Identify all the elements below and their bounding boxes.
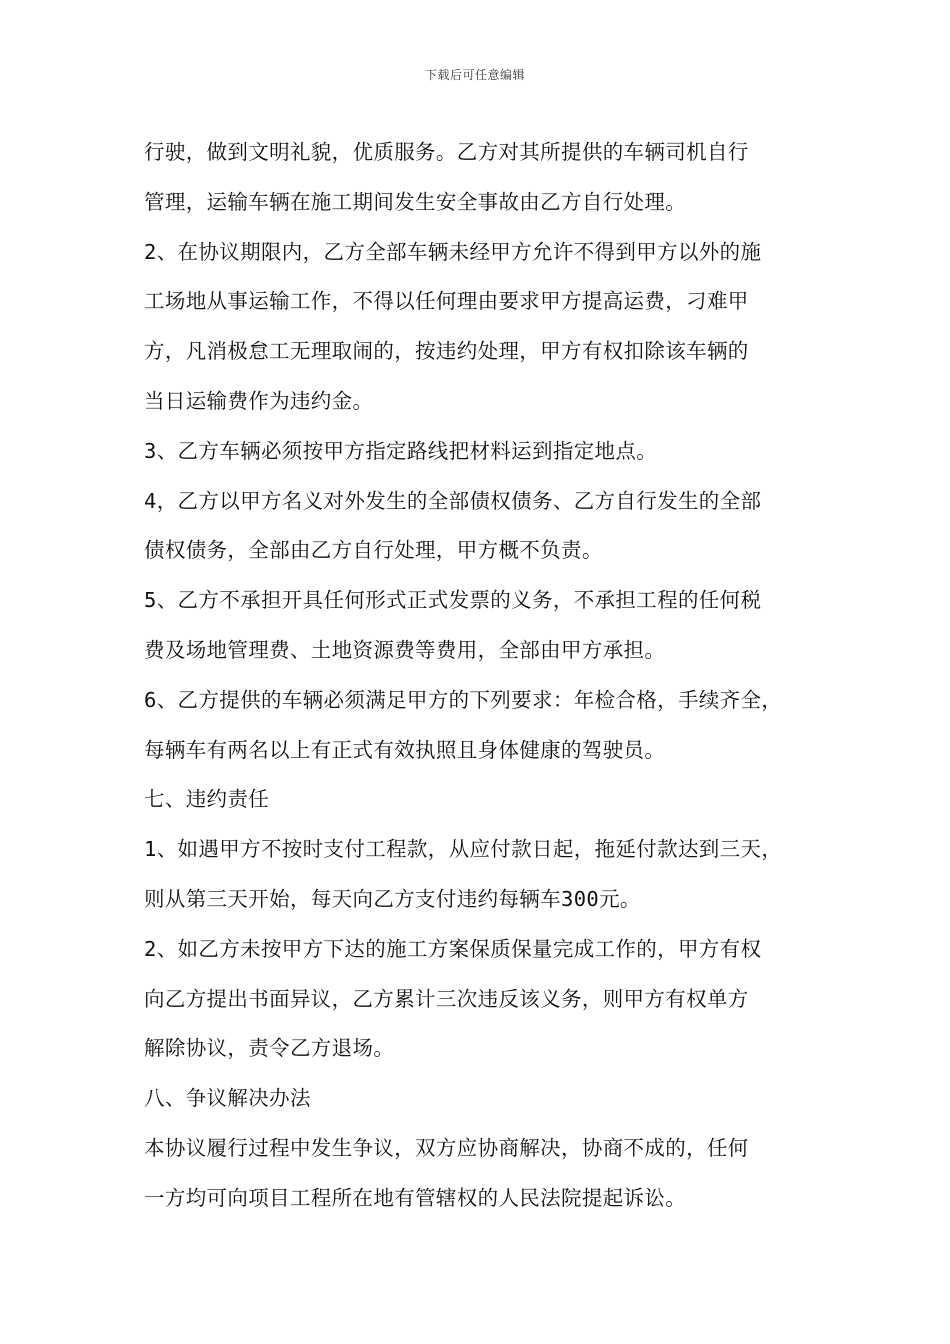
text-line: 工场地从事运输工作，不得以任何理由要求甲方提高运费，刁难甲 — [144, 289, 749, 314]
text-line: 管理，运输车辆在施工期间发生安全事故由乙方自行处理。 — [144, 189, 687, 214]
text-line: 1、如遇甲方不按时支付工程款，从应付款日起，拖延付款达到三天， — [144, 837, 783, 862]
text-line: 费及场地管理费、土地资源费等费用，全部由甲方承担。 — [144, 637, 666, 662]
text-line: 债权债务，全部由乙方自行处理，甲方概不负责。 — [144, 538, 603, 563]
text-line: 向乙方提出书面异议，乙方累计三次违反该义务，则甲方有权单方 — [144, 986, 749, 1011]
text-line: 当日运输费作为违约金。 — [144, 388, 374, 413]
text-line: 2、如乙方未按甲方下达的施工方案保质保量完成工作的，甲方有权 — [144, 936, 762, 961]
section-heading: 七、违约责任 — [144, 787, 270, 812]
text-line: 本协议履行过程中发生争议，双方应协商解决，协商不成的，任何 — [144, 1135, 749, 1160]
text-line: 3、乙方车辆必须按甲方指定路线把材料运到指定地点。 — [144, 438, 658, 463]
text-line: 4，乙方以甲方名义对外发生的全部债权债务、乙方自行发生的全部 — [144, 488, 762, 513]
text-line: 2、在协议期限内，乙方全部车辆未经甲方允许不得到甲方以外的施 — [144, 239, 762, 264]
text-line: 5、乙方不承担开具任何形式正式发票的义务，不承担工程的任何税 — [144, 588, 762, 613]
document-body — [144, 128, 824, 1224]
text-line: 行驶，做到文明礼貌，优质服务。乙方对其所提供的车辆司机自行 — [144, 140, 749, 164]
text-line: 解除协议，责令乙方退场。 — [144, 1036, 395, 1061]
text-line: 6、乙方提供的车辆必须满足甲方的下列要求：年检合格，手续齐全， — [144, 687, 783, 712]
text-line: 方，凡消极怠工无理取闹的，按违约处理，甲方有权扣除该车辆的 — [144, 339, 749, 364]
page-header: 下载后可任意编辑 — [424, 68, 525, 82]
text-line: 一方均可向项目工程所在地有管辖权的人民法院提起诉讼。 — [144, 1185, 687, 1210]
text-line: 则从第三天开始，每天向乙方支付违约每辆车300元。 — [144, 886, 641, 911]
section-heading: 八、争议解决办法 — [144, 1086, 311, 1111]
text-line: 每辆车有两名以上有正式有效执照且身体健康的驾驶员。 — [144, 737, 666, 762]
